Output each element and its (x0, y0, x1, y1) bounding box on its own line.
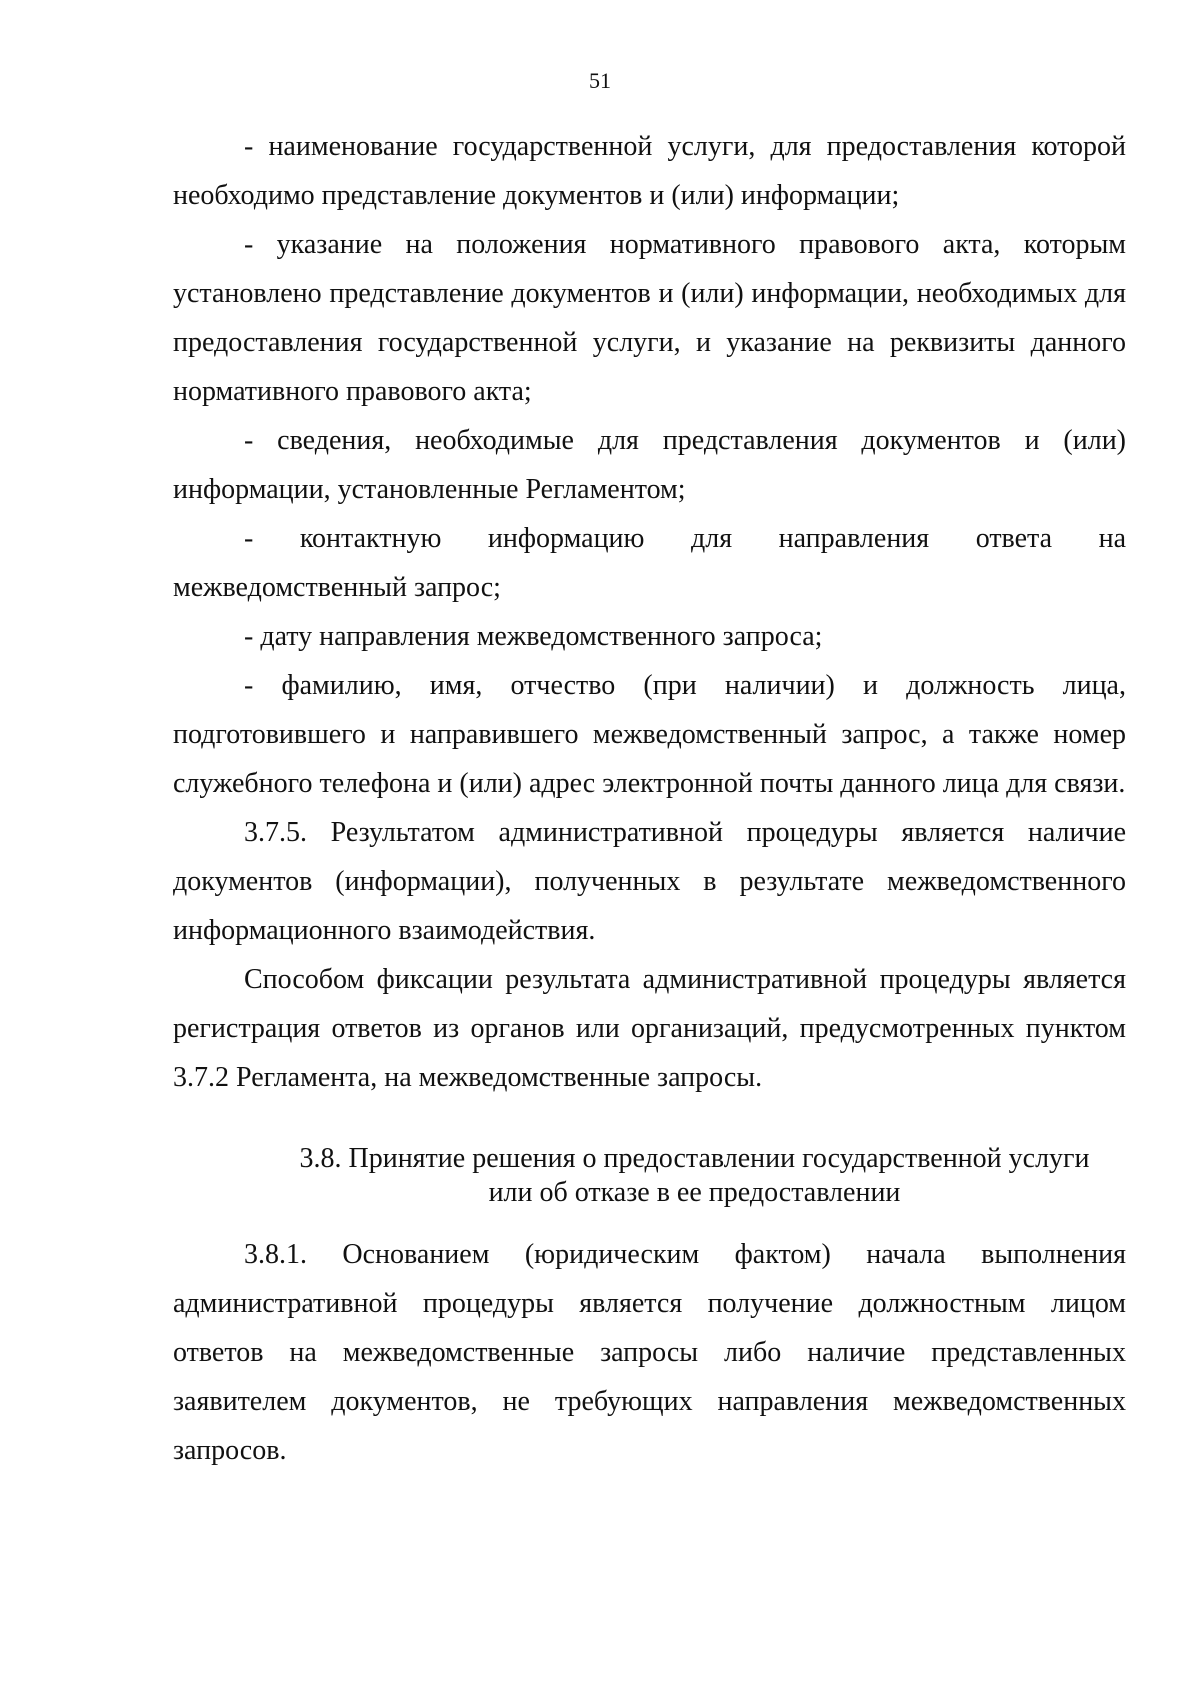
paragraph-required-info: - сведения, необходимые для представления документов и (или) информации, установленные Регламентом; (173, 425, 1126, 505)
paragraph-service-name: - наименование государственной услуги, для предоставления которой необходимо представление документов и (или) информации; (173, 131, 1126, 211)
paragraph-legal-act: - указание на положения нормативного правового акта, которым установлено представление документов и (или) информации, необходимых для предоставления государственной услуги, и указание на реквизиты данного нормативного правового акта; (173, 229, 1126, 407)
paragraph-contact-info: - контактную информацию для направления ответа на межведомственный запрос; (173, 523, 1126, 603)
paragraph-fixation-method: Способом фиксации результата административной процедуры является регистрация ответов из органов или организаций, предусмотренных пунктом 3.7.2 Регламента, на межведомственные запросы. (173, 964, 1126, 1093)
paragraph-3-8-1: 3.8.1. Основанием (юридическим фактом) начала выполнения административной процедуры является получение должностным лицом ответов на межведомственные запросы либо наличие представленных заявителем документов, не требующих направления межведомственных запросов. (173, 1239, 1126, 1466)
paragraph-official-details: - фамилию, имя, отчество (при наличии) и должность лица, подготовившего и направившего межведомственный запрос, а также номер служебного телефона и (или) адрес электронной почты данного лица для связи. (173, 670, 1126, 799)
section-heading-line-2: или об отказе в ее предоставлении (488, 1177, 901, 1208)
paragraph-request-date: - дату направления межведомственного запроса; (244, 621, 823, 652)
paragraph-3-7-5: 3.7.5. Результатом административной процедуры является наличие документов (информации), полученных в результате межведомственного информационного взаимодействия. (173, 817, 1126, 946)
section-heading-3-8 (173, 1142, 1126, 1210)
page-number: 51 (589, 68, 611, 93)
section-heading-line-1: 3.8. Принятие решения о предоставлении государственной услуги (299, 1143, 1090, 1174)
document-body (173, 122, 1126, 1475)
